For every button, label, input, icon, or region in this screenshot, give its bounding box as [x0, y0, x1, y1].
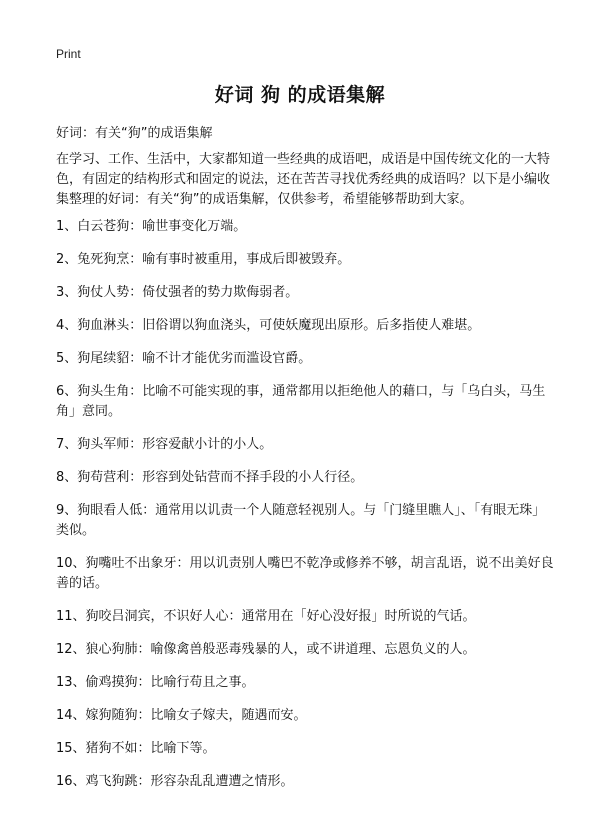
print-label: Print: [56, 47, 81, 61]
list-item: 5、狗尾续貂：喻不计才能优劣而滥设官爵。: [56, 351, 312, 366]
list-item: 7、狗头军师：形容爱献小计的小人。: [56, 437, 273, 452]
list-item: 6、狗头生角：比喻不可能实现的事，通常都用以拒绝他人的藉口，与「乌白头，马生角」意同。: [56, 384, 546, 419]
list-item: 13、偷鸡摸狗：比喻行苟且之事。: [56, 675, 255, 690]
idiom-list: [56, 217, 556, 792]
list-item: 8、狗苟营利：形容到处钻营而不择手段的小人行径。: [56, 470, 364, 485]
list-item: 1、白云苍狗：喻世事变化万端。: [56, 219, 247, 234]
list-item: 3、狗仗人势：倚仗强者的势力欺侮弱者。: [56, 285, 299, 300]
subtitle: 好词：有关“狗”的成语集解: [56, 126, 213, 141]
list-item: 4、狗血淋头：旧俗谓以狗血浇头，可使妖魔现出原形。后多指使人难堪。: [56, 318, 481, 333]
intro-paragraph: 在学习、工作、生活中，大家都知道一些经典的成语吧，成语是中国传统文化的一大特色，有固定的结构形式和固定的说法，还在苦苦寻找优秀经典的成语吗？以下是小编收集整理的好词：有关“狗”的成语集解，仅供参考，希望能够帮助到大家。: [56, 152, 551, 207]
list-item: 16、鸡飞狗跳：形容杂乱乱遭遭之情形。: [56, 774, 294, 789]
list-item: 10、狗嘴吐不出象牙：用以讥责别人嘴巴不乾净或修养不够，胡言乱语，说不出美好良善的话。: [56, 556, 554, 591]
list-item: 14、嫁狗随狗：比喻女子嫁夫，随遇而安。: [56, 708, 307, 723]
list-item: 12、狼心狗肺：喻像禽兽般恶毒残暴的人，或不讲道理、忘恩负义的人。: [56, 642, 476, 657]
list-item: 2、兔死狗烹：喻有事时被重用，事成后即被毁弃。: [56, 252, 351, 267]
list-item: 11、狗咬吕洞宾，不识好人心：通常用在「好心没好报」时所说的气话。: [56, 609, 476, 624]
page-title: 好词 狗 的成语集解: [214, 84, 386, 106]
list-item: 15、猪狗不如：比喻下等。: [56, 741, 216, 756]
list-item: 9、狗眼看人低：通常用以讥责一个人随意轻视别人。与「门缝里瞧人」、「有眼无珠」类似。: [56, 503, 546, 538]
